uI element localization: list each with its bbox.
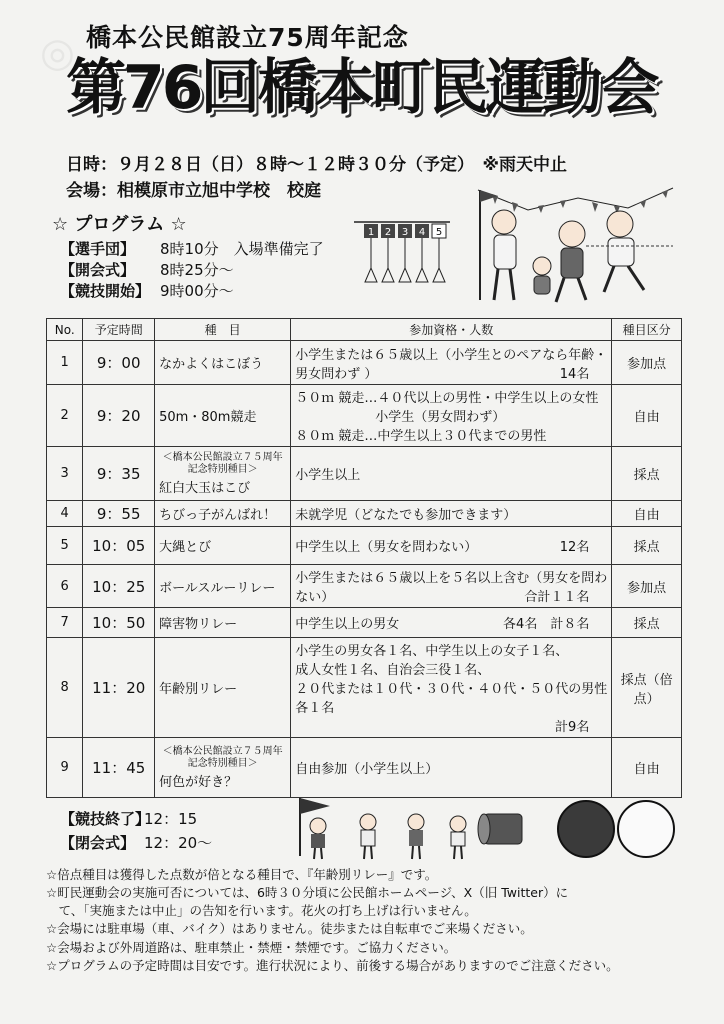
row-category: 採点（倍点） <box>612 638 682 738</box>
schedule-value: 9時00分～ <box>160 282 234 300</box>
row-category: 自由 <box>612 385 682 447</box>
eligibility-text: 小学生または６５歳以上を５名以上含む（男女を問わない） <box>295 571 608 605</box>
row-time: 10：25 <box>83 565 155 608</box>
row-no: 7 <box>47 608 83 638</box>
eligibility-text: 小学生または６５歳以上（小学生とのペアなら年齢・男女問わず ） <box>295 347 608 382</box>
flag-number: 3 <box>401 227 409 238</box>
note-line: ☆会場には駐車場（車、バイク）はありません。徒歩または自転車でご来場ください。 <box>46 921 533 937</box>
kid-figure <box>408 814 424 859</box>
runners-illustration <box>468 180 678 310</box>
schedule-label: 【開会式】 <box>60 261 136 279</box>
eligibility-text: 中学生以上の男女 <box>295 617 400 632</box>
row-category: 自由 <box>612 501 682 527</box>
row-time: 9：55 <box>83 501 155 527</box>
row-eligibility: 小学生以上 <box>291 447 612 501</box>
row-no: 3 <box>47 447 83 501</box>
program-heading: ☆ プログラム ☆ <box>52 214 187 235</box>
flag-number: 5 <box>435 227 443 238</box>
row-no: 2 <box>47 385 83 447</box>
row-event: 障害物リレー <box>155 608 291 638</box>
flag-1 <box>364 224 378 282</box>
table-row <box>47 501 682 527</box>
row-category: 自由 <box>612 738 682 798</box>
row-event: ボールスルーリレー <box>155 565 291 608</box>
table-row <box>47 738 682 798</box>
row-no: 4 <box>47 501 83 527</box>
col-eligibility-header: 参加資格・人数 <box>291 319 612 341</box>
col-no-header: No. <box>47 319 83 341</box>
schedule-value: 8時10分 入場準備完了 <box>160 240 324 258</box>
date-line: 日時：９月２８日（日）８時～１２時３０分（予定） ※雨天中止 <box>66 155 568 175</box>
row-event: なかよくはこぼう <box>155 341 291 385</box>
kid-figure <box>450 816 466 859</box>
notes-section <box>46 866 696 975</box>
schedule-label: 【選手団】 <box>60 240 136 258</box>
row-eligibility <box>291 527 612 565</box>
table-row <box>47 608 682 638</box>
flag-4 <box>415 224 429 282</box>
table-row <box>47 341 682 385</box>
row-event: 大縄とび <box>155 527 291 565</box>
schedule-item <box>60 259 234 280</box>
col-event-header: 種 目 <box>155 319 291 341</box>
flag-number: 4 <box>418 227 426 238</box>
row-no: 9 <box>47 738 83 798</box>
row-eligibility: 未就学児（どなたでも参加できます） <box>291 501 612 527</box>
row-eligibility: 自由参加（小学生以上） <box>291 738 612 798</box>
special-event-note: ＜橋本公民館設立７５周年記念特別種目＞ <box>162 451 283 475</box>
row-no: 5 <box>47 527 83 565</box>
row-event <box>155 738 291 798</box>
row-category: 採点 <box>612 447 682 501</box>
row-time: 10：50 <box>83 608 155 638</box>
program-table <box>46 318 682 798</box>
table-row <box>47 447 682 501</box>
table-row <box>47 638 682 738</box>
white-ball-icon <box>618 801 674 857</box>
note-line: ☆会場および外周道路は、駐車禁止・禁煙・禁煙です。ご協力ください。 <box>46 939 457 955</box>
row-count: 計9名 <box>555 720 590 735</box>
schedule-item <box>60 238 324 259</box>
row-category: 参加点 <box>612 565 682 608</box>
numbered-flags-illustration <box>352 220 452 290</box>
flag-5 <box>432 224 446 282</box>
special-event-note: ＜橋本公民館設立７５周年記念特別種目＞ <box>162 745 283 769</box>
row-no: 8 <box>47 638 83 738</box>
drum-icon <box>478 814 522 844</box>
eligibility-text: 小学生の男女各１名、中学生以上の女子１名、 <box>295 644 569 659</box>
row-time: 10：05 <box>83 527 155 565</box>
eligibility-text-2: 成人女性１名、自治会三役１名、 <box>295 663 491 678</box>
row-event: 年齢別リレー <box>155 638 291 738</box>
row-eligibility <box>291 565 612 608</box>
event-name: 紅白大玉はこび <box>159 480 251 496</box>
note-line: ☆町民運動会の実施可否については、6時３０分頃に公民館ホームページ、X（旧 Twitter）に <box>46 885 569 901</box>
row-no: 1 <box>47 341 83 385</box>
kids-parade-illustration <box>278 796 528 862</box>
table-header-row <box>47 319 682 341</box>
row-count: 12名 <box>559 540 590 555</box>
note-line: ☆倍点種目は獲得した点数が倍となる種目で、『年齢別リレー』です。 <box>46 867 438 882</box>
closing-value: 12：20～ <box>144 834 213 852</box>
row-time: 11：20 <box>83 638 155 738</box>
note-line: ☆プログラムの予定時間は目安です。進行状況により、前後する場合がありますのでご注意ください。 <box>46 957 619 973</box>
row-event <box>155 447 291 501</box>
flag-2 <box>381 224 395 282</box>
schedule-item <box>60 280 234 301</box>
eligibility-text-3: ２０代または１０代・３０代・４０代・５０代の男性 各１名 <box>295 682 608 716</box>
venue-line: 会場：相模原市立旭中学校 校庭 <box>66 181 321 201</box>
kid-figure <box>310 818 326 859</box>
table-row <box>47 565 682 608</box>
eligibility-text: ５０ｍ 競走…４０代以上の男性・中学生以上の女性 <box>295 391 599 406</box>
row-eligibility <box>291 638 612 738</box>
eligibility-text-2: 小学生（男女問わず） <box>375 410 506 425</box>
flag-number: 2 <box>384 227 392 238</box>
col-time-header: 予定時間 <box>83 319 155 341</box>
row-count: 14名 <box>559 366 590 382</box>
row-count: 各4名 計８名 <box>503 617 590 632</box>
row-eligibility <box>291 385 612 447</box>
kid-figure <box>360 814 376 859</box>
event-name: 何色が好き？ <box>159 774 238 790</box>
closing-value: 12：15 <box>144 810 198 828</box>
table-row <box>47 385 682 447</box>
flag-number: 1 <box>367 227 375 238</box>
row-time: 11：45 <box>83 738 155 798</box>
eligibility-text-3: ８０ｍ 競走…中学生以上３０代までの男性 <box>295 429 547 444</box>
watermark-decoration: ◎ <box>40 30 75 76</box>
row-eligibility <box>291 608 612 638</box>
closing-label: 【競技終了】 <box>60 810 151 828</box>
schedule-label: 【競技開始】 <box>60 282 151 300</box>
row-no: 6 <box>47 565 83 608</box>
schedule-value: 8時25分～ <box>160 261 234 279</box>
eligibility-text: 中学生以上（男女を問わない） <box>295 540 478 555</box>
row-event: ちびっ子がんばれ！ <box>155 501 291 527</box>
red-white-balls-illustration <box>556 796 676 862</box>
row-time: 9：20 <box>83 385 155 447</box>
closing-item <box>60 808 197 829</box>
row-category: 参加点 <box>612 341 682 385</box>
subtitle: 橋本公民館設立75周年記念 <box>86 23 409 52</box>
row-category: 採点 <box>612 527 682 565</box>
col-category-header: 種目区分 <box>612 319 682 341</box>
row-time: 9：00 <box>83 341 155 385</box>
table-row <box>47 527 682 565</box>
row-category: 採点 <box>612 608 682 638</box>
row-eligibility <box>291 341 612 385</box>
row-time: 9：35 <box>83 447 155 501</box>
note-line: て、「実施または中止」の告知を行います。花火の打ち上げは行いません。 <box>46 903 477 919</box>
flag-3 <box>398 224 412 282</box>
red-ball-icon <box>558 801 614 857</box>
closing-item <box>60 832 212 853</box>
row-count: 合計１１名 <box>524 590 590 605</box>
row-event: 50m・80m競走 <box>155 385 291 447</box>
closing-label: 【閉会式】 <box>60 834 136 852</box>
page-title: 第76回橋本町民運動会 <box>66 53 657 123</box>
